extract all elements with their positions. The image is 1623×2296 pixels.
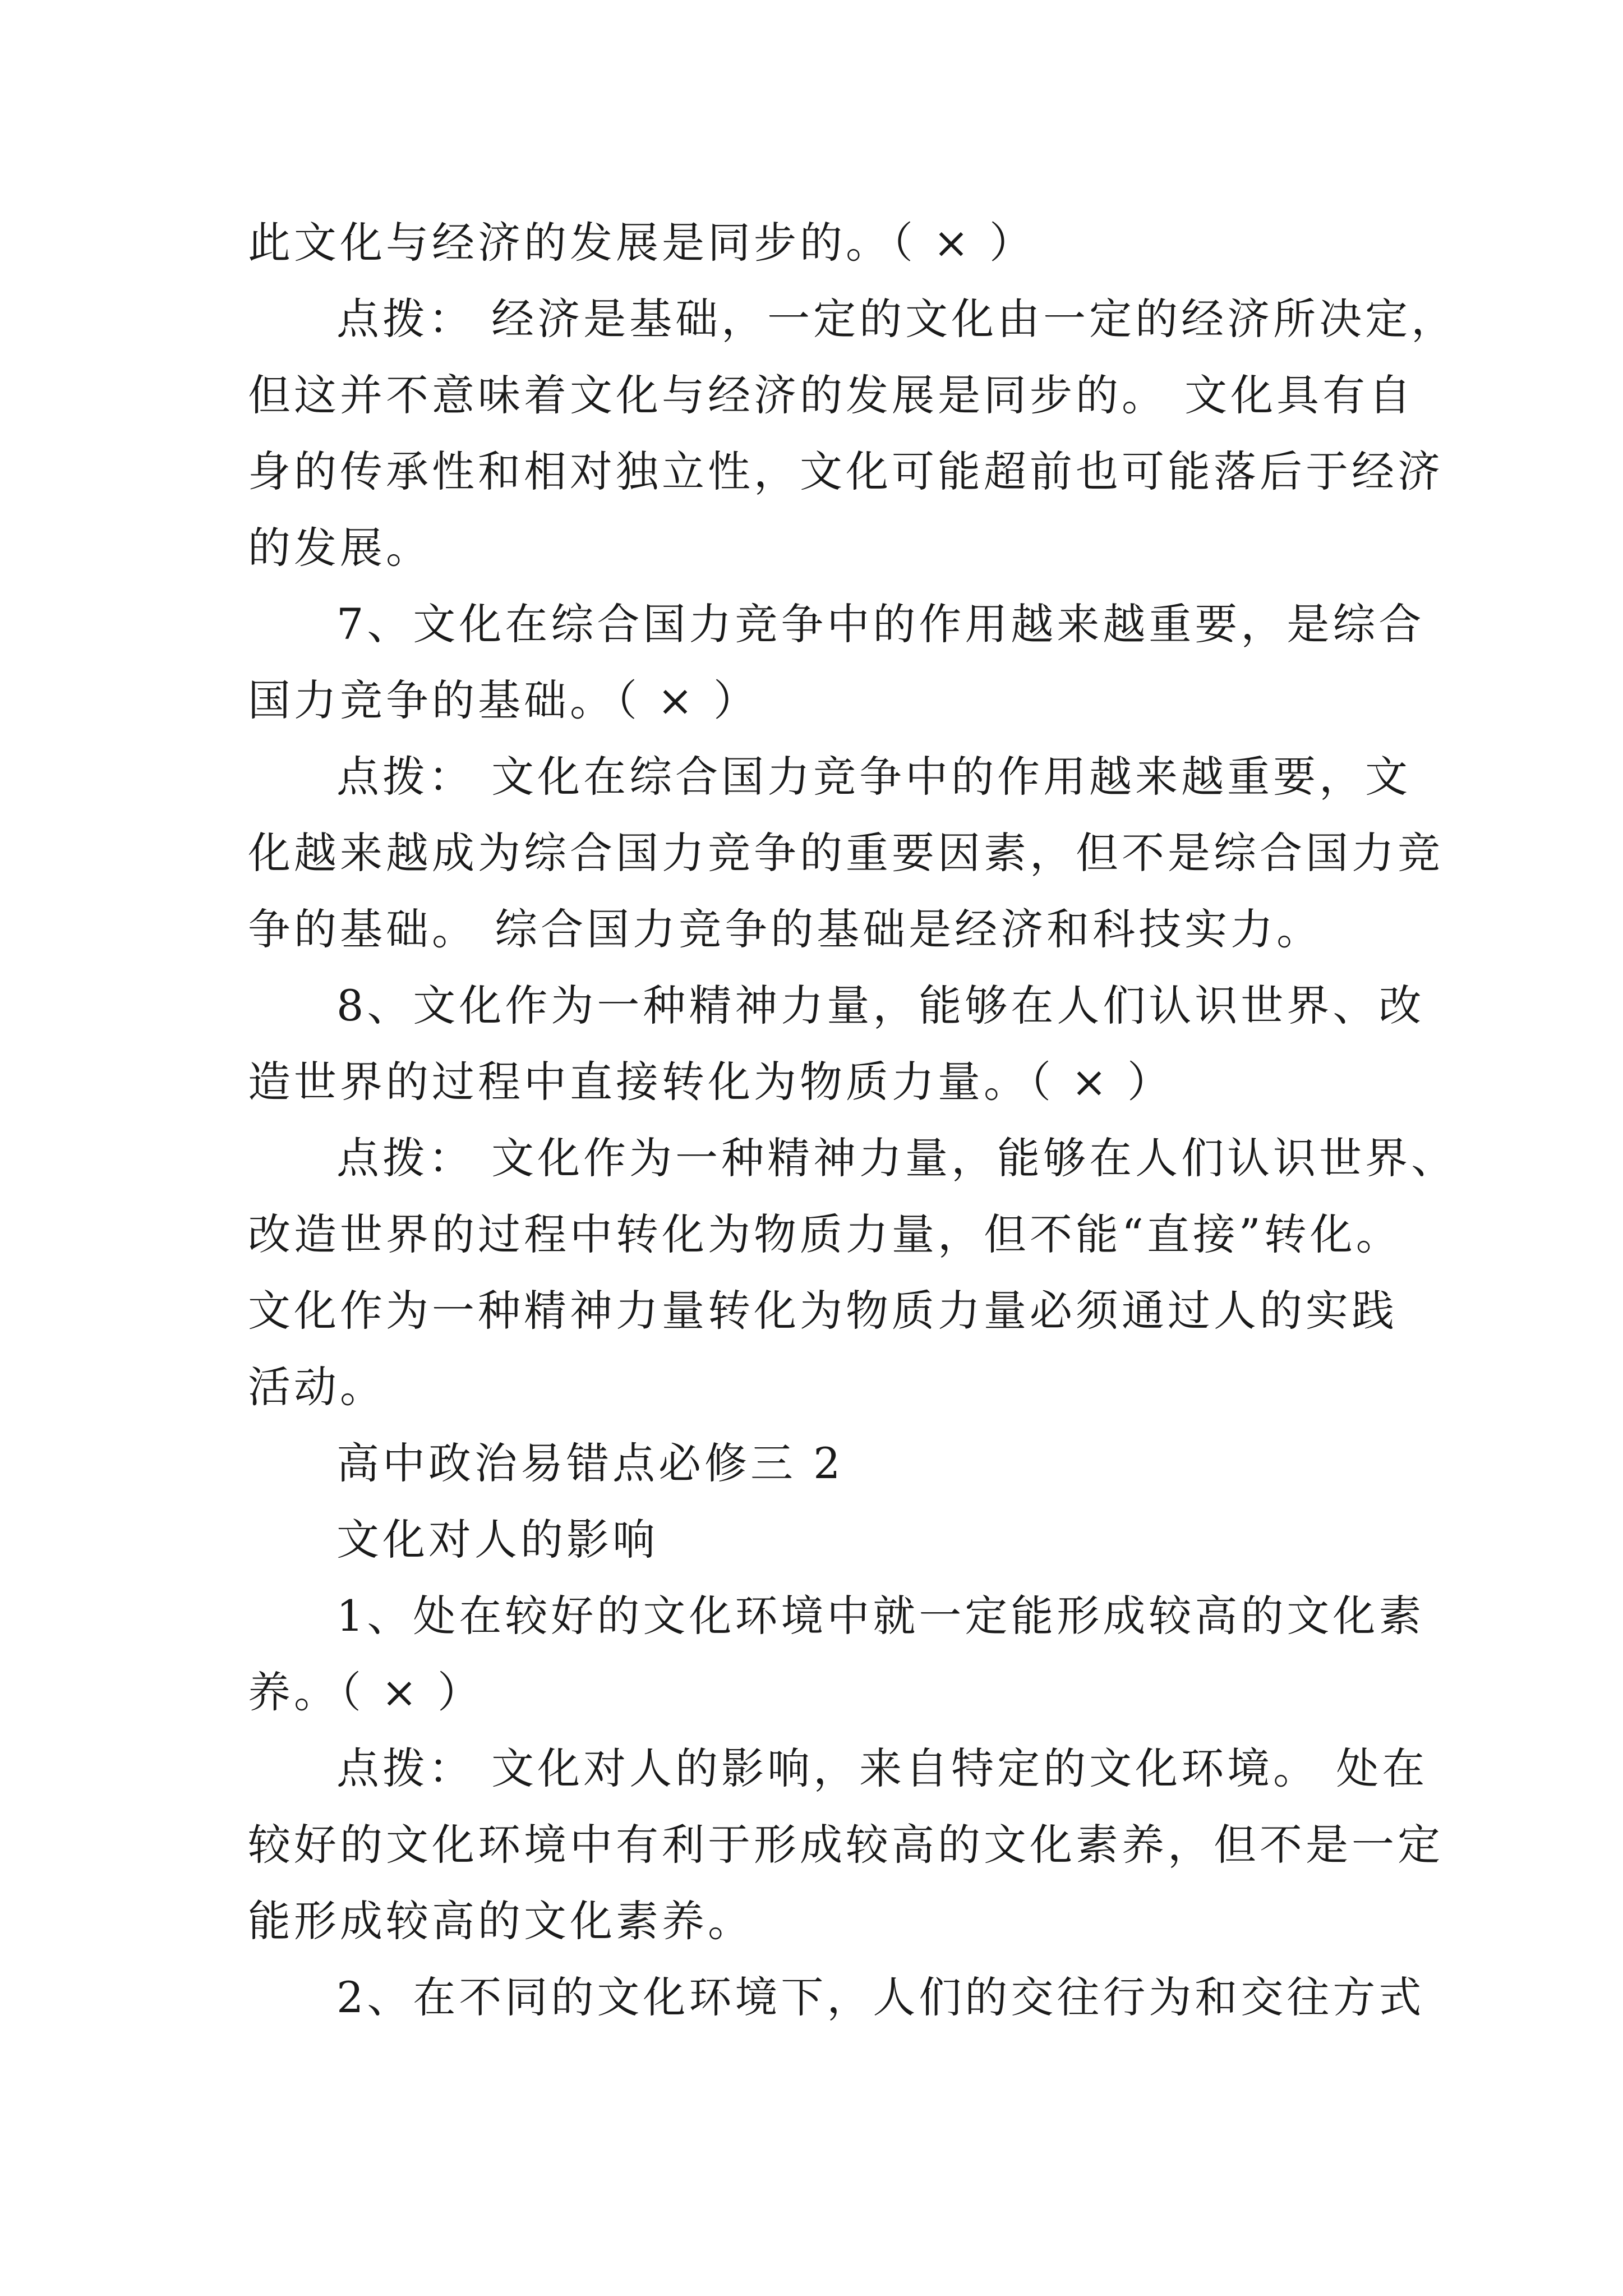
text-line: 活动。	[248, 1362, 386, 1412]
text-line: 改造世界的过程中转化为物质力量，但不能“直接”转化。	[248, 1209, 1402, 1259]
subsection-title: 文化对人的影响	[336, 1515, 658, 1565]
text-line: 8、文化作为一种精神力量，能够在人们认识世界、改	[336, 981, 1425, 1030]
text-line: 养。（ × ）	[248, 1667, 483, 1717]
text-line: 点拨： 文化在综合国力竞争中的作用越来越重要，文	[336, 752, 1412, 802]
text-line: 造世界的过程中直接转化为物质力量。（ × ）	[248, 1057, 1173, 1107]
text-line: 较好的文化环境中有利于形成较高的文化素养，但不是一定	[248, 1820, 1444, 1870]
text-line: 身的传承性和相对独立性，文化可能超前也可能落后于经济	[248, 447, 1444, 496]
document-body	[248, 205, 1458, 2036]
text-line: 2、在不同的文化环境下，人们的交往行为和交往方式	[336, 1972, 1425, 2022]
text-line: 点拨： 文化作为一种精神力量，能够在人们认识世界、	[336, 1133, 1458, 1183]
text-line: 化越来越成为综合国力竞争的重要因素，但不是综合国力竞	[248, 828, 1444, 878]
text-line: 此文化与经济的发展是同步的。（ × ）	[248, 218, 1035, 268]
text-line: 国力竞争的基础。（ × ）	[248, 675, 759, 725]
text-line: 7、文化在综合国力竞争中的作用越来越重要，是综合	[336, 599, 1425, 649]
text-line: 点拨： 文化对人的影响，来自特定的文化环境。 处在	[336, 1743, 1428, 1793]
text-line: 文化作为一种精神力量转化为物质力量必须通过人的实践	[248, 1286, 1398, 1336]
text-line: 1、处在较好的文化环境中就一定能形成较高的文化素	[336, 1591, 1425, 1641]
text-line: 点拨： 经济是基础，一定的文化由一定的经济所决定，	[336, 294, 1458, 344]
text-line: 能形成较高的文化素养。	[248, 1896, 754, 1946]
text-line: 但这并不意味着文化与经济的发展是同步的。 文化具有自	[248, 370, 1415, 420]
text-line: 争的基础。 综合国力竞争的基础是经济和科技实力。	[248, 904, 1323, 954]
text-line: 的发展。	[248, 523, 432, 573]
section-title: 高中政治易错点必修三 2	[336, 1438, 844, 1488]
